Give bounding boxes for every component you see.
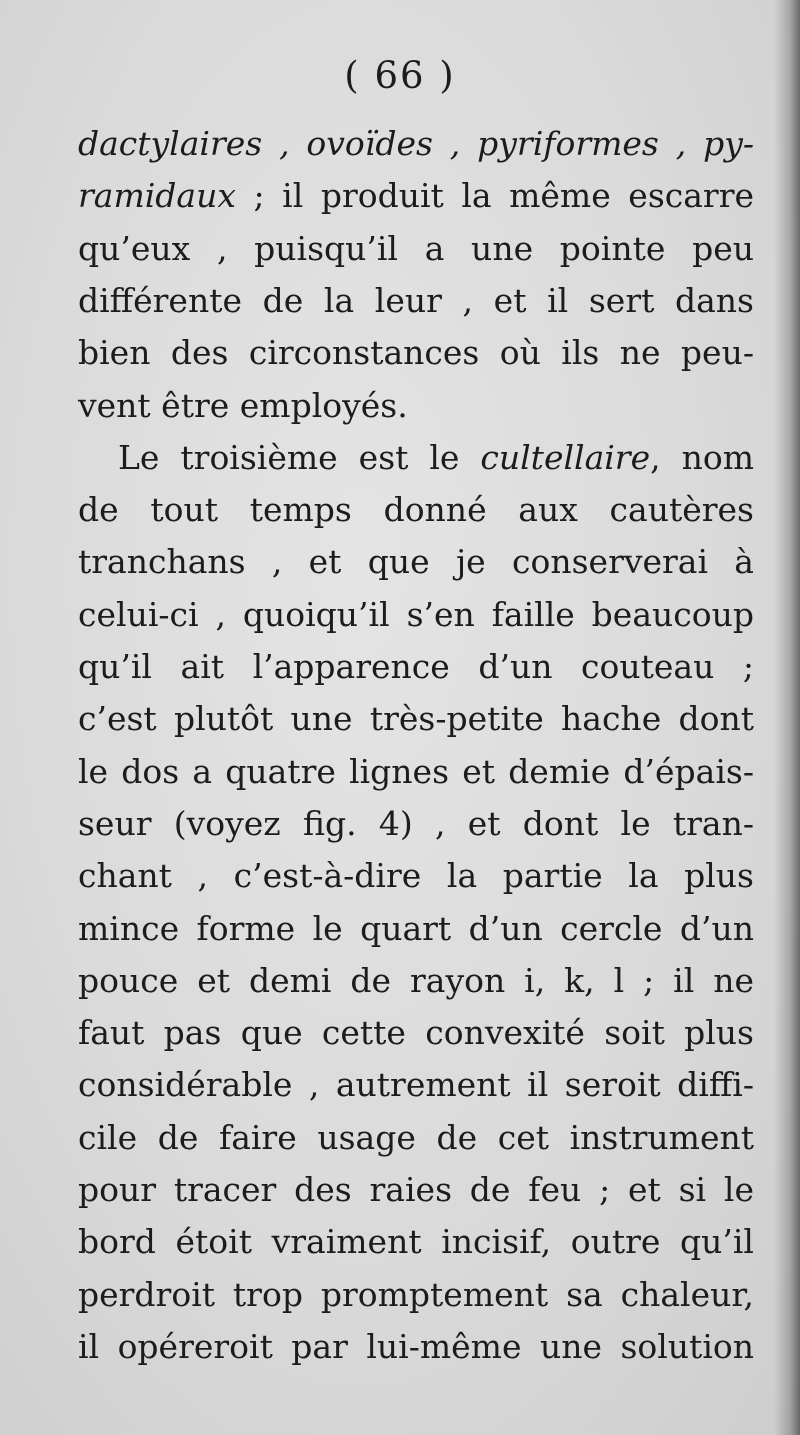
text-span: celui-ci , quoiqu’il s’en faille beaucoup bbox=[78, 594, 754, 634]
text-line bbox=[78, 746, 754, 798]
text-span: de tout temps donné aux cautères bbox=[78, 490, 754, 530]
text-span: différente de la leur , et il sert dans bbox=[78, 280, 754, 320]
text-span: seur (voyez fig. 4) , et dont le tran- bbox=[78, 803, 754, 843]
text-line bbox=[78, 484, 754, 536]
text-span: vent être employés. bbox=[78, 385, 408, 425]
text-span: bord étoit vraiment incisif, outre qu’il bbox=[78, 1222, 754, 1262]
text-line bbox=[78, 1216, 754, 1268]
text-line bbox=[78, 170, 754, 222]
text-line bbox=[78, 1321, 754, 1373]
text-span: faut pas que cette convexité soit plus bbox=[78, 1013, 754, 1053]
text-line bbox=[78, 903, 754, 955]
text-span: chant , c’est-à-dire la partie la plus bbox=[78, 856, 754, 896]
text-line bbox=[78, 1164, 754, 1216]
italic-text: ramidaux bbox=[78, 176, 236, 216]
text-line bbox=[78, 536, 754, 588]
text-line bbox=[78, 798, 754, 850]
text-line bbox=[78, 693, 754, 745]
italic-text: dactylaires , ovoïdes , pyriformes , py- bbox=[78, 124, 754, 163]
text-span: c’est plutôt une très-petite hache dont bbox=[78, 699, 754, 739]
text-span: bien des circonstances où ils ne peu- bbox=[78, 333, 754, 373]
text-line bbox=[78, 641, 754, 693]
text-line bbox=[118, 432, 754, 484]
text-line bbox=[78, 955, 754, 1007]
text-span: pouce et demi de rayon i, k, l ; il ne bbox=[78, 960, 754, 1000]
text-span: il opéreroit par lui-même une solution bbox=[78, 1326, 754, 1366]
text-span: perdroit trop promptement sa chaleur, bbox=[78, 1274, 754, 1314]
text-line bbox=[78, 1059, 754, 1111]
text-line bbox=[78, 327, 754, 379]
text-span: ; il produit la même escarre bbox=[235, 176, 754, 216]
text-line bbox=[78, 275, 754, 327]
text-span: pour tracer des raies de feu ; et si le bbox=[78, 1170, 754, 1209]
text-line bbox=[78, 1269, 754, 1321]
text-span: tranchans , et que je conserverai à bbox=[78, 542, 754, 582]
text-span: mince forme le quart d’un cercle d’un bbox=[78, 908, 754, 948]
text-line bbox=[78, 850, 754, 902]
text-span: Le troisième est le bbox=[118, 437, 481, 477]
text-line bbox=[78, 118, 754, 170]
italic-text: cultellaire bbox=[480, 437, 651, 477]
page-number: ( 66 ) bbox=[344, 54, 456, 97]
text-span: le dos a quatre lignes et demie d’épais- bbox=[78, 751, 754, 791]
text-span: qu’il ait l’apparence d’un couteau ; bbox=[78, 647, 754, 686]
binding-gutter-shadow bbox=[774, 0, 800, 1435]
text-line bbox=[78, 1007, 754, 1059]
text-span: considérable , autrement il seroit diffi- bbox=[78, 1065, 754, 1105]
text-span: , nom bbox=[650, 437, 754, 477]
text-span: cile de faire usage de cet instrument bbox=[78, 1117, 754, 1157]
text-line bbox=[78, 589, 754, 641]
text-span: qu’eux , puisqu’il a une pointe peu bbox=[78, 228, 754, 268]
text-line bbox=[78, 223, 754, 275]
text-line bbox=[78, 380, 754, 432]
text-line bbox=[78, 1112, 754, 1164]
